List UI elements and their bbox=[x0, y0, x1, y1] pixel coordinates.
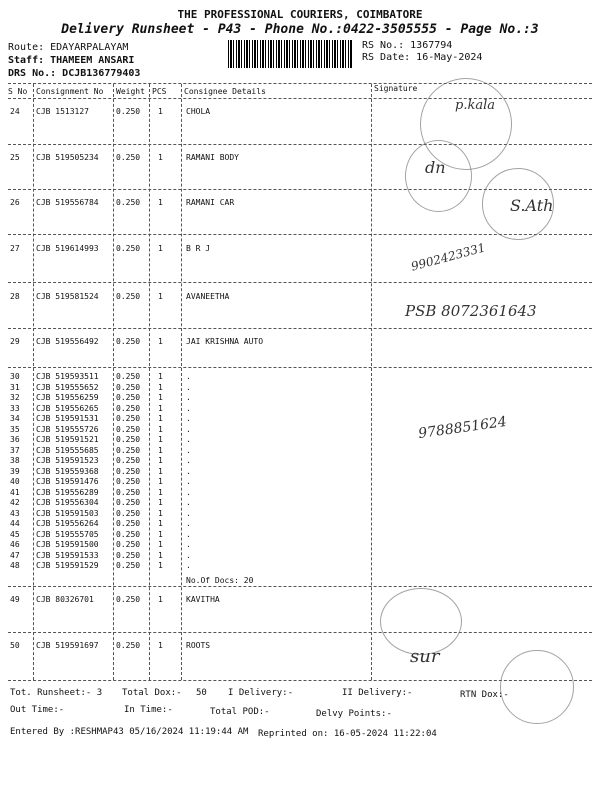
row-consignee: . bbox=[186, 498, 191, 507]
row-weight: 0.250 bbox=[116, 403, 141, 413]
row-consignee: . bbox=[186, 487, 191, 497]
row-weight: 0.250 bbox=[116, 393, 141, 402]
rs-date: RS Date: 16-May-2024 bbox=[362, 52, 483, 63]
row-consignment: CJB 519559368 bbox=[36, 466, 99, 476]
row-consignee: . bbox=[186, 445, 191, 455]
row-pcs: 1 bbox=[158, 382, 163, 392]
row-consignee: . bbox=[186, 403, 191, 413]
row-pcs: 1 bbox=[158, 107, 163, 116]
signature-mark: PSB 8072361643 bbox=[405, 302, 537, 320]
row-pcs: 1 bbox=[158, 445, 163, 455]
company-seal-stamp bbox=[380, 588, 462, 655]
row-consignment: CJB 519556289 bbox=[36, 487, 99, 497]
row-sno: 37 bbox=[10, 445, 20, 455]
divider bbox=[33, 84, 34, 680]
divider bbox=[113, 84, 114, 680]
in-time: In Time:- bbox=[124, 705, 173, 715]
rs-no: RS No.: 1367794 bbox=[362, 40, 453, 51]
row-consignment: CJB 519555652 bbox=[36, 382, 99, 392]
row-weight: 0.250 bbox=[116, 107, 141, 116]
row-consignee: . bbox=[186, 393, 191, 402]
row-weight: 0.250 bbox=[116, 477, 141, 486]
row-weight: 0.250 bbox=[116, 529, 141, 539]
row-consignee: . bbox=[186, 372, 191, 381]
signature-mark: 9902423331 bbox=[409, 240, 487, 274]
row-weight: 0.250 bbox=[116, 198, 141, 207]
row-sno: 48 bbox=[10, 561, 20, 570]
header-top-rule bbox=[8, 83, 592, 84]
row-weight: 0.250 bbox=[116, 508, 141, 518]
row-consignment: CJB 519591476 bbox=[36, 477, 99, 486]
row-consignee: . bbox=[186, 466, 191, 476]
row-weight: 0.250 bbox=[116, 561, 141, 570]
row-weight: 0.250 bbox=[116, 414, 141, 423]
row-rule bbox=[8, 367, 592, 368]
row-pcs: 1 bbox=[158, 641, 163, 650]
barcode bbox=[228, 40, 353, 68]
row-consignment: CJB 519591531 bbox=[36, 414, 99, 423]
row-pcs: 1 bbox=[158, 414, 163, 423]
row-pcs: 1 bbox=[158, 292, 163, 301]
drs-label: DRS No.: DCJB136779403 bbox=[8, 68, 141, 79]
row-consignee: . bbox=[186, 456, 191, 465]
row-weight: 0.250 bbox=[116, 382, 141, 392]
row-rule bbox=[8, 586, 592, 587]
row-consignment: CJB 1513127 bbox=[36, 107, 89, 116]
row-consignment: CJB 519555705 bbox=[36, 529, 99, 539]
row-pcs: 1 bbox=[158, 498, 163, 507]
signature-mark: 9788851624 bbox=[417, 413, 508, 443]
row-weight: 0.250 bbox=[116, 244, 141, 253]
row-consignment: CJB 519556304 bbox=[36, 498, 99, 507]
divider bbox=[149, 84, 150, 680]
row-pcs: 1 bbox=[158, 561, 163, 570]
row-sno: 32 bbox=[10, 393, 20, 402]
row-weight: 0.250 bbox=[116, 595, 141, 604]
row-consignee: . bbox=[186, 540, 191, 549]
col-signature: Signature bbox=[374, 84, 418, 93]
divider bbox=[181, 84, 182, 680]
row-consignment: CJB 519581524 bbox=[36, 292, 99, 301]
row-weight: 0.250 bbox=[116, 550, 141, 560]
row-weight: 0.250 bbox=[116, 424, 141, 434]
delvy-points: Delvy Points:- bbox=[316, 709, 392, 719]
row-pcs: 1 bbox=[158, 540, 163, 549]
row-weight: 0.250 bbox=[116, 153, 141, 162]
row-sno: 34 bbox=[10, 414, 20, 423]
row-sno: 27 bbox=[10, 244, 20, 253]
row-consignee: RAMANI CAR bbox=[186, 198, 235, 207]
row-consignment: CJB 519556264 bbox=[36, 519, 99, 528]
row-pcs: 1 bbox=[158, 456, 163, 465]
row-consignee: . bbox=[186, 477, 191, 486]
i-delivery: I Delivery:- bbox=[228, 688, 294, 698]
row-weight: 0.250 bbox=[116, 456, 141, 465]
row-weight: 0.250 bbox=[116, 435, 141, 444]
row-consignment: CJB 519556259 bbox=[36, 393, 99, 402]
row-consignee: . bbox=[186, 508, 191, 518]
rtn-dox: RTN Dox:- bbox=[460, 690, 509, 700]
tot-runsheet: Tot. Runsheet:- 3 bbox=[10, 688, 103, 698]
row-consignee: CHOLA bbox=[186, 107, 211, 116]
row-pcs: 1 bbox=[158, 595, 163, 604]
row-consignment: CJB 519591523 bbox=[36, 456, 99, 465]
row-pcs: 1 bbox=[158, 403, 163, 413]
row-consignment: CJB 519591521 bbox=[36, 435, 99, 444]
row-consignment: CJB 519555685 bbox=[36, 445, 99, 455]
row-consignment: CJB 519591529 bbox=[36, 561, 99, 570]
row-weight: 0.250 bbox=[116, 466, 141, 476]
row-pcs: 1 bbox=[158, 508, 163, 518]
row-pcs: 1 bbox=[158, 529, 163, 539]
row-rule bbox=[8, 632, 592, 633]
entered-by: Entered By :RESHMAP43 05/16/2024 11:19:44 AM bbox=[10, 727, 249, 737]
row-pcs: 1 bbox=[158, 519, 163, 528]
divider bbox=[371, 84, 372, 680]
row-sno: 25 bbox=[10, 153, 20, 162]
signature-mark: p.kala bbox=[455, 98, 495, 113]
row-sno: 33 bbox=[10, 403, 20, 413]
row-weight: 0.250 bbox=[116, 337, 141, 346]
ii-delivery: II Delivery:- bbox=[342, 688, 413, 698]
row-consignee: ROOTS bbox=[186, 641, 211, 650]
row-sno: 50 bbox=[10, 641, 20, 650]
row-pcs: 1 bbox=[158, 337, 163, 346]
row-sno: 26 bbox=[10, 198, 20, 207]
reprinted-on: Reprinted on: 16-05-2024 11:22:04 bbox=[258, 729, 437, 739]
row-consignment: CJB 80326701 bbox=[36, 595, 94, 604]
row-consignment: CJB 519591533 bbox=[36, 550, 99, 560]
row-consignee: . bbox=[186, 424, 191, 434]
row-consignment: CJB 519591697 bbox=[36, 641, 99, 650]
row-rule bbox=[8, 328, 592, 329]
row-sno: 30 bbox=[10, 372, 20, 381]
row-sno: 29 bbox=[10, 337, 20, 346]
row-consignee: . bbox=[186, 414, 191, 423]
row-sno: 45 bbox=[10, 529, 20, 539]
company-seal-stamp bbox=[500, 650, 574, 724]
row-sno: 42 bbox=[10, 498, 20, 507]
runsheet-subtitle: Delivery Runsheet - P43 - Phone No.:0422-3505555 - Page No.:3 bbox=[61, 22, 539, 37]
row-weight: 0.250 bbox=[116, 641, 141, 650]
row-pcs: 1 bbox=[158, 435, 163, 444]
total-pod: Total POD:- bbox=[210, 707, 270, 717]
row-sno: 39 bbox=[10, 466, 20, 476]
row-sno: 35 bbox=[10, 424, 20, 434]
row-consignment: CJB 519591500 bbox=[36, 540, 99, 549]
docs-count: No.Of Docs: 20 bbox=[186, 576, 254, 585]
row-consignee: KAVITHA bbox=[186, 595, 220, 604]
row-sno: 43 bbox=[10, 508, 20, 518]
col-pcs: PCS bbox=[152, 87, 167, 96]
row-pcs: 1 bbox=[158, 372, 163, 381]
row-sno: 40 bbox=[10, 477, 20, 486]
row-pcs: 1 bbox=[158, 466, 163, 476]
row-consignee: . bbox=[186, 529, 191, 539]
row-consignee: . bbox=[186, 435, 191, 444]
row-consignment: CJB 519591503 bbox=[36, 508, 99, 518]
row-weight: 0.250 bbox=[116, 372, 141, 381]
row-consignee: B R J bbox=[186, 244, 211, 253]
row-rule bbox=[8, 282, 592, 283]
row-consignment: CJB 519555726 bbox=[36, 424, 99, 434]
staff-label: Staff: THAMEEM ANSARI bbox=[8, 55, 135, 66]
row-sno: 31 bbox=[10, 382, 20, 392]
route-label: Route: EDAYARPALAYAM bbox=[8, 42, 129, 53]
row-weight: 0.250 bbox=[116, 540, 141, 549]
row-consignee: JAI KRISHNA AUTO bbox=[186, 337, 264, 346]
col-consignment: Consignment No bbox=[36, 87, 104, 96]
total-dox-label: Total Dox:- bbox=[122, 688, 182, 698]
signature-mark: dn bbox=[425, 158, 446, 177]
row-sno: 36 bbox=[10, 435, 20, 444]
col-sno: S No bbox=[8, 87, 28, 96]
row-sno: 44 bbox=[10, 519, 20, 528]
row-consignment: CJB 519505234 bbox=[36, 153, 99, 162]
row-consignee: AVANEETHA bbox=[186, 292, 230, 301]
row-pcs: 1 bbox=[158, 244, 163, 253]
row-sno: 38 bbox=[10, 456, 20, 465]
row-consignment: CJB 519556265 bbox=[36, 403, 99, 413]
row-consignment: CJB 519556492 bbox=[36, 337, 99, 346]
total-dox-value: 50 bbox=[196, 688, 207, 698]
row-pcs: 1 bbox=[158, 550, 163, 560]
row-weight: 0.250 bbox=[116, 292, 141, 301]
row-consignee: . bbox=[186, 550, 191, 560]
row-consignment: CJB 519614993 bbox=[36, 244, 99, 253]
row-sno: 49 bbox=[10, 595, 20, 604]
row-consignment: CJB 519556784 bbox=[36, 198, 99, 207]
row-weight: 0.250 bbox=[116, 487, 141, 497]
row-pcs: 1 bbox=[158, 393, 163, 402]
row-sno: 41 bbox=[10, 487, 20, 497]
row-pcs: 1 bbox=[158, 198, 163, 207]
row-sno: 28 bbox=[10, 292, 20, 301]
row-pcs: 1 bbox=[158, 424, 163, 434]
row-sno: 47 bbox=[10, 550, 20, 560]
row-consignee: . bbox=[186, 561, 191, 570]
signature-mark: sur bbox=[410, 646, 440, 667]
row-pcs: 1 bbox=[158, 477, 163, 486]
row-pcs: 1 bbox=[158, 487, 163, 497]
row-consignee: RAMANI BODY bbox=[186, 153, 239, 162]
row-sno: 24 bbox=[10, 107, 20, 116]
row-weight: 0.250 bbox=[116, 445, 141, 455]
row-consignee: . bbox=[186, 382, 191, 392]
row-weight: 0.250 bbox=[116, 519, 141, 528]
signature-mark: S.Ath bbox=[510, 196, 554, 215]
row-sno: 46 bbox=[10, 540, 20, 549]
company-title: THE PROFESSIONAL COURIERS, COIMBATORE bbox=[177, 8, 423, 21]
row-consignment: CJB 519593511 bbox=[36, 372, 99, 381]
row-pcs: 1 bbox=[158, 153, 163, 162]
row-consignee: . bbox=[186, 519, 191, 528]
row-weight: 0.250 bbox=[116, 498, 141, 507]
col-weight: Weight bbox=[116, 87, 145, 96]
out-time: Out Time:- bbox=[10, 705, 65, 715]
col-consignee: Consignee Details bbox=[184, 87, 266, 96]
